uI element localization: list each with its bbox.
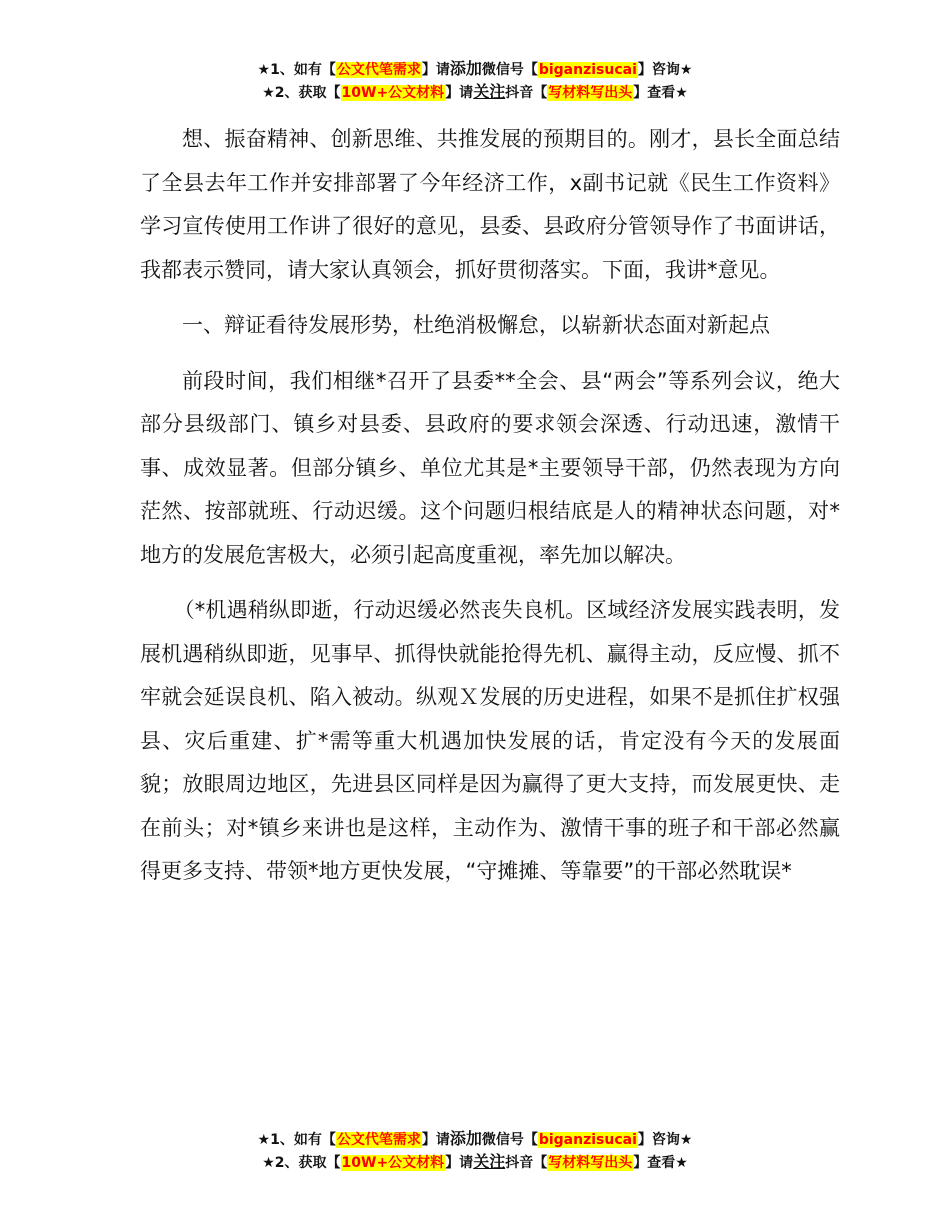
paragraph-situation: 前段时间，我们相继*召开了县委**全会、县“两会”等系列会议，绝大部分县级部门、镇乡对县委、县政府的要求领会深透、行动迅速，激情干事、成效显著。但部分镇乡、单位尤其是*主要领导干部，仍然表现为方向茫然、按部就班、行动迟缓。这个问题归根结底是人的精神状态问题，对*地方的发展危害极大，必须引起高度重视，率先加以解决。 [140,368,840,567]
header-banner [0,58,950,104]
document-body [140,118,840,894]
highlight-materials: 10W+公文材料 [341,85,445,101]
highlight-wechat-id: biganzisucai [538,62,637,78]
highlight-service: 公文代笔需求 [336,62,421,78]
footer-banner [0,1128,950,1174]
banner-line-2: ★2、获取【10W+公文材料】请关注抖音【写材料写出头】查看★ [262,82,688,101]
highlight-douyin: 写材料写出头 [548,85,633,101]
paragraph-intro: 想、振奋精神、创新思维、共推发展的预期目的。刚才，县长全面总结了全县去年工作并安排部署了今年经济工作，x副书记就《民生工作资料》学习宣传使用工作讲了很好的意见，县委、县政府分管领导作了书面讲话，我都表示赞同，请大家认真领会，抓好贯彻落实。下面，我讲*意见。 [140,127,840,282]
banner-line-1: ★1、如有【公文代笔需求】请添加微信号【biganzisucai】咨询★ [257,59,693,78]
paragraph-opportunity: （*机遇稍纵即逝，行动迟缓必然丧失良机。区域经济发展实践表明，发展机遇稍纵即逝，见事早、抓得快就能抢得先机、赢得主动，反应慢、抓不牢就会延误良机、陷入被动。纵观Ｘ发展的历史进程，如果不是抓住扩权强县、灾后重建、扩*需等重大机遇加快发展的话，肯定没有今天的发展面貌；放眼周边地区，先进县区同样是因为赢得了更大支持，而发展更快、走在前头；对*镇乡来讲也是这样，主动作为、激情干事的班子和干部必然赢得更多支持、带领*地方更快发展，“守摊摊、等靠要”的干部必然耽误* [140,598,840,883]
banner-line-2-bottom: ★2、获取【10W+公文材料】请关注抖音【写材料写出头】查看★ [262,1152,688,1171]
section-heading-1: 一、辩证看待发展形势，杜绝消极懈怠，以崭新状态面对新起点 [182,313,770,337]
banner-line-1-bottom: ★1、如有【公文代笔需求】请添加微信号【biganzisucai】咨询★ [257,1129,693,1148]
